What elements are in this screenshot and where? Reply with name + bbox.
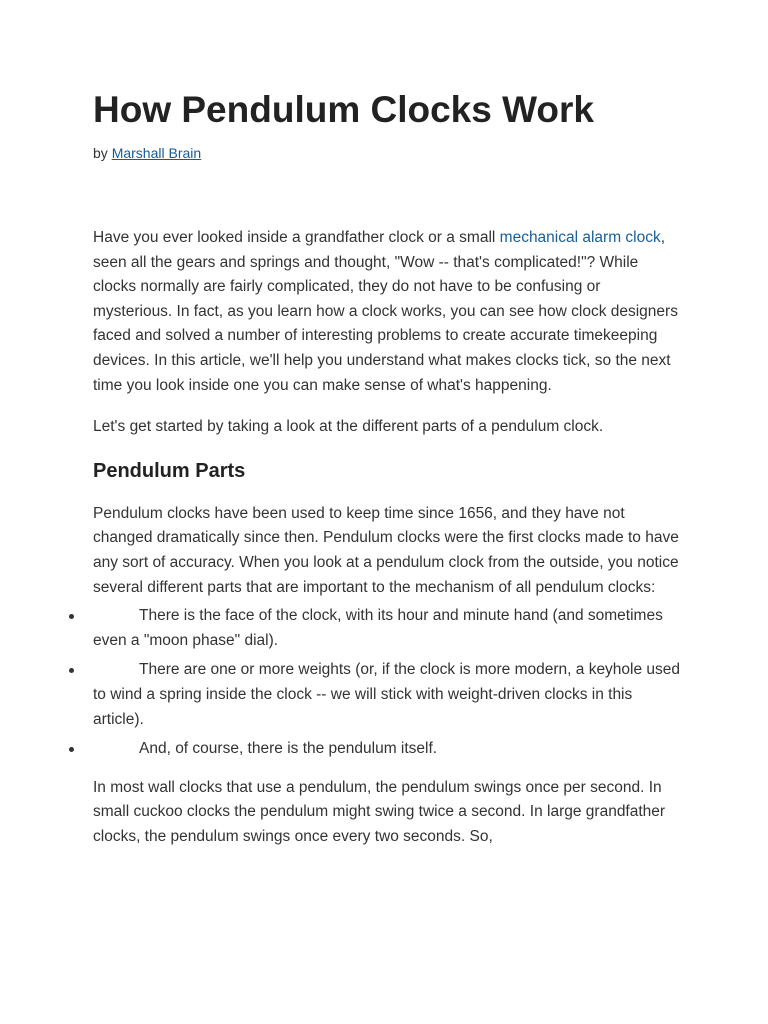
section-heading: Pendulum Parts bbox=[93, 459, 246, 482]
mechanical-alarm-clock-link[interactable]: mechanical alarm clock bbox=[499, 229, 661, 246]
author-link[interactable]: Marshall Brain bbox=[111, 145, 202, 161]
byline bbox=[93, 144, 683, 162]
lead-in-paragraph: Let's get started by taking a look at the different parts of a pendulum clock. bbox=[93, 418, 604, 436]
intro-text-end: , seen all the gears and springs and thought, "Wow -- that's complicated!"? While clocks normally are fairly complicated, they do not have to be confusing or mysterious. In fact, as you learn how a clock works, you can see how clock designers faced and solved a number of interesting problems to create accurate timekeeping devices. In this article, we'll help you understand what makes clocks tick, so the next time you look inside one you can make sense of what's happening. bbox=[93, 229, 678, 394]
bullet-icon bbox=[69, 747, 74, 752]
bullet-icon bbox=[69, 614, 74, 619]
list-item-text: There is the face of the clock, with its hour and minute hand (and sometimes even a "moon phase" dial). bbox=[93, 607, 663, 649]
list-item bbox=[93, 658, 683, 732]
parts-list bbox=[93, 604, 683, 762]
list-item-text: And, of course, there is the pendulum itself. bbox=[139, 740, 438, 758]
list-item-text: There are one or more weights (or, if the clock is more modern, a keyhole used to wind a spring inside the clock -- we will stick with weight-driven clocks in this article). bbox=[93, 661, 681, 728]
section-paragraph: Pendulum clocks have been used to keep time since 1656, and they have not changed dramatically since then. Pendulum clocks were the first clocks made to have any sort of accuracy. When you look at a pendulum clock from the outside, you notice several different parts that are important to the mechanism of all pendulum clocks: bbox=[93, 504, 679, 596]
bullet-icon bbox=[69, 668, 74, 673]
intro-text-start: Have you ever looked inside a grandfather clock or a small bbox=[93, 229, 500, 246]
article bbox=[93, 88, 683, 849]
byline-prefix: by bbox=[93, 145, 112, 161]
list-item bbox=[93, 604, 683, 653]
closing-paragraph: In most wall clocks that use a pendulum, the pendulum swings once per second. In small cuckoo clocks the pendulum might swing twice a second. In large grandfather clocks, the pendulum swings once every two seconds. So, bbox=[93, 778, 666, 845]
list-item bbox=[93, 737, 683, 762]
page-title: How Pendulum Clocks Work bbox=[93, 89, 594, 130]
intro-paragraph bbox=[93, 226, 683, 398]
